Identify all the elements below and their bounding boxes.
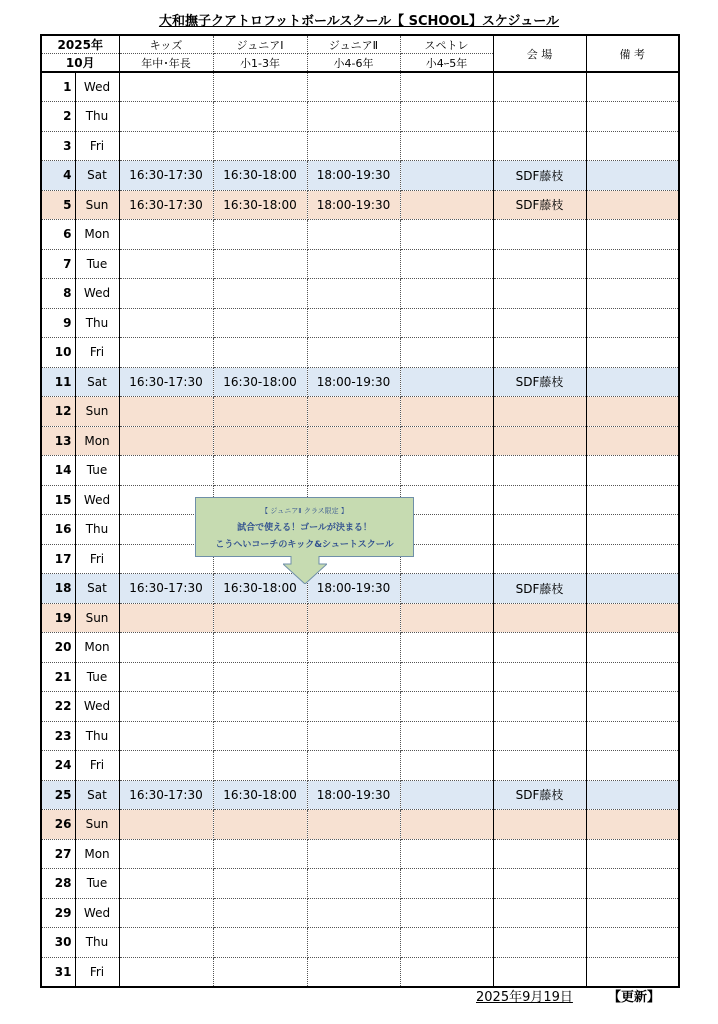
supetore-time-cell — [400, 72, 493, 102]
date-cell: 26 — [41, 810, 75, 840]
date-cell: 28 — [41, 869, 75, 899]
junior2-time-cell — [307, 928, 400, 958]
note-cell — [586, 869, 679, 899]
kids-time-cell — [119, 869, 213, 899]
date-cell: 8 — [41, 279, 75, 309]
note-cell — [586, 161, 679, 191]
date-cell: 24 — [41, 751, 75, 781]
callout-line-1: 試合で使える！ゴールが決まる！ — [237, 523, 372, 533]
note-cell — [586, 544, 679, 574]
date-cell: 19 — [41, 603, 75, 633]
note-cell — [586, 633, 679, 663]
col-sub-supetore: 小4ｰ5年 — [400, 54, 493, 73]
junior1-time-cell: 16:30-18:00 — [213, 367, 307, 397]
junior1-time-cell — [213, 426, 307, 456]
supetore-time-cell — [400, 574, 493, 604]
weekday-cell: Sun — [75, 190, 119, 220]
kids-time-cell: 16:30-17:30 — [119, 190, 213, 220]
venue-cell — [493, 456, 586, 486]
supetore-time-cell — [400, 131, 493, 161]
date-cell: 7 — [41, 249, 75, 279]
weekday-cell: Sat — [75, 780, 119, 810]
junior2-time-cell — [307, 456, 400, 486]
weekday-cell: Thu — [75, 102, 119, 132]
venue-cell — [493, 72, 586, 102]
note-cell — [586, 220, 679, 250]
note-cell — [586, 928, 679, 958]
col-header-junior1: ジュニアⅠ — [213, 35, 307, 54]
weekday-cell: Fri — [75, 131, 119, 161]
weekday-cell: Fri — [75, 957, 119, 987]
junior1-time-cell — [213, 633, 307, 663]
junior1-time-cell: 16:30-18:00 — [213, 574, 307, 604]
venue-cell — [493, 515, 586, 545]
supetore-time-cell — [400, 190, 493, 220]
date-cell: 29 — [41, 898, 75, 928]
venue-cell — [493, 721, 586, 751]
kids-time-cell — [119, 898, 213, 928]
junior1-time-cell: 16:30-18:00 — [213, 780, 307, 810]
supetore-time-cell — [400, 279, 493, 309]
kids-time-cell: 16:30-17:30 — [119, 367, 213, 397]
year-label: 2025年 — [41, 35, 119, 54]
date-cell: 25 — [41, 780, 75, 810]
table-row — [41, 426, 679, 456]
kids-time-cell — [119, 131, 213, 161]
venue-cell — [493, 279, 586, 309]
table-row — [41, 810, 679, 840]
venue-cell — [493, 633, 586, 663]
junior1-time-cell — [213, 898, 307, 928]
kids-time-cell — [119, 603, 213, 633]
supetore-time-cell — [400, 928, 493, 958]
venue-cell — [493, 957, 586, 987]
date-cell: 30 — [41, 928, 75, 958]
junior1-time-cell — [213, 692, 307, 722]
junior1-time-cell: 16:30-18:00 — [213, 190, 307, 220]
weekday-cell: Tue — [75, 662, 119, 692]
date-cell: 20 — [41, 633, 75, 663]
date-cell: 5 — [41, 190, 75, 220]
page-title: 大和撫子クアトロフットボールスクール【 SCHOOL】スケジュール — [158, 14, 560, 29]
col-header-kids: キッズ — [119, 35, 213, 54]
note-cell — [586, 839, 679, 869]
junior2-time-cell — [307, 397, 400, 427]
kids-time-cell — [119, 338, 213, 368]
callout-arrow-down-icon — [283, 556, 327, 584]
table-row — [41, 338, 679, 368]
note-cell — [586, 662, 679, 692]
table-row — [41, 249, 679, 279]
supetore-time-cell — [400, 102, 493, 132]
junior1-time-cell — [213, 456, 307, 486]
callout-tag: 【 ジュニアⅡ クラス限定 】 — [261, 507, 348, 515]
weekday-cell: Thu — [75, 515, 119, 545]
supetore-time-cell — [400, 338, 493, 368]
supetore-time-cell — [400, 810, 493, 840]
note-cell — [586, 190, 679, 220]
venue-cell: SDF藤枝 — [493, 367, 586, 397]
junior2-time-cell — [307, 721, 400, 751]
date-cell: 10 — [41, 338, 75, 368]
weekday-cell: Fri — [75, 338, 119, 368]
supetore-time-cell — [400, 220, 493, 250]
weekday-cell: Mon — [75, 633, 119, 663]
date-cell: 16 — [41, 515, 75, 545]
kids-time-cell — [119, 662, 213, 692]
note-cell — [586, 898, 679, 928]
date-cell: 27 — [41, 839, 75, 869]
weekday-cell: Tue — [75, 456, 119, 486]
note-cell — [586, 957, 679, 987]
weekday-cell: Thu — [75, 928, 119, 958]
weekday-cell: Sun — [75, 603, 119, 633]
venue-cell — [493, 397, 586, 427]
junior2-time-cell — [307, 279, 400, 309]
junior2-time-cell — [307, 338, 400, 368]
table-row — [41, 780, 679, 810]
venue-cell — [493, 131, 586, 161]
table-row — [41, 161, 679, 191]
col-header-venue: 会 場 — [493, 35, 586, 72]
col-header-notes: 備 考 — [586, 35, 679, 72]
kids-time-cell — [119, 957, 213, 987]
junior1-time-cell — [213, 751, 307, 781]
note-cell — [586, 692, 679, 722]
junior2-time-cell — [307, 603, 400, 633]
weekday-cell: Tue — [75, 869, 119, 899]
table-row — [41, 456, 679, 486]
supetore-time-cell — [400, 308, 493, 338]
venue-cell — [493, 485, 586, 515]
junior1-time-cell — [213, 721, 307, 751]
venue-cell — [493, 839, 586, 869]
venue-cell — [493, 338, 586, 368]
kids-time-cell — [119, 751, 213, 781]
weekday-cell: Wed — [75, 692, 119, 722]
note-cell — [586, 426, 679, 456]
weekday-cell: Mon — [75, 426, 119, 456]
table-row — [41, 692, 679, 722]
kids-time-cell — [119, 397, 213, 427]
date-cell: 9 — [41, 308, 75, 338]
callout-line-2: こうへいコーチのキック&シュートスクール — [215, 540, 394, 550]
supetore-time-cell — [400, 456, 493, 486]
supetore-time-cell — [400, 426, 493, 456]
junior1-time-cell — [213, 839, 307, 869]
junior2-time-cell — [307, 898, 400, 928]
date-cell: 11 — [41, 367, 75, 397]
venue-cell — [493, 898, 586, 928]
supetore-time-cell — [400, 780, 493, 810]
kids-time-cell — [119, 839, 213, 869]
table-row — [41, 839, 679, 869]
kids-time-cell — [119, 692, 213, 722]
note-cell — [586, 780, 679, 810]
table-row — [41, 633, 679, 663]
venue-cell — [493, 249, 586, 279]
weekday-cell: Wed — [75, 898, 119, 928]
note-cell — [586, 249, 679, 279]
venue-cell — [493, 102, 586, 132]
venue-cell — [493, 751, 586, 781]
table-row — [41, 721, 679, 751]
junior2-time-cell — [307, 426, 400, 456]
table-row — [41, 308, 679, 338]
weekday-cell: Sat — [75, 161, 119, 191]
kids-time-cell — [119, 72, 213, 102]
col-header-supetore: スペトレ — [400, 35, 493, 54]
table-row — [41, 928, 679, 958]
junior2-time-cell — [307, 751, 400, 781]
venue-cell — [493, 426, 586, 456]
supetore-time-cell — [400, 751, 493, 781]
supetore-time-cell — [400, 603, 493, 633]
junior1-time-cell — [213, 928, 307, 958]
table-row — [41, 131, 679, 161]
note-cell — [586, 485, 679, 515]
venue-cell: SDF藤枝 — [493, 161, 586, 191]
weekday-cell: Wed — [75, 279, 119, 309]
table-row — [41, 957, 679, 987]
weekday-cell: Fri — [75, 751, 119, 781]
venue-cell — [493, 544, 586, 574]
weekday-cell: Sun — [75, 810, 119, 840]
junior2-time-cell — [307, 692, 400, 722]
table-row — [41, 72, 679, 102]
junior2-time-cell — [307, 839, 400, 869]
junior1-time-cell — [213, 279, 307, 309]
junior2-kick-school-callout — [195, 497, 414, 557]
kids-time-cell: 16:30-17:30 — [119, 161, 213, 191]
junior2-time-cell: 18:00-19:30 — [307, 161, 400, 191]
junior2-time-cell: 18:00-19:30 — [307, 574, 400, 604]
junior1-time-cell — [213, 869, 307, 899]
junior1-time-cell — [213, 72, 307, 102]
supetore-time-cell — [400, 898, 493, 928]
venue-cell — [493, 928, 586, 958]
note-cell — [586, 456, 679, 486]
header-row-1 — [41, 35, 679, 54]
kids-time-cell — [119, 426, 213, 456]
date-cell: 23 — [41, 721, 75, 751]
note-cell — [586, 279, 679, 309]
weekday-cell: Sat — [75, 574, 119, 604]
junior2-time-cell — [307, 131, 400, 161]
supetore-time-cell — [400, 249, 493, 279]
date-cell: 18 — [41, 574, 75, 604]
junior2-time-cell — [307, 957, 400, 987]
junior1-time-cell — [213, 131, 307, 161]
kids-time-cell — [119, 308, 213, 338]
junior2-time-cell — [307, 810, 400, 840]
note-cell — [586, 721, 679, 751]
weekday-cell: Mon — [75, 220, 119, 250]
note-cell — [586, 515, 679, 545]
kids-time-cell — [119, 279, 213, 309]
updated-date: 2025年9月19日 — [476, 990, 573, 1005]
venue-cell — [493, 869, 586, 899]
junior1-time-cell — [213, 810, 307, 840]
junior2-time-cell — [307, 308, 400, 338]
table-row — [41, 220, 679, 250]
supetore-time-cell — [400, 633, 493, 663]
date-cell: 21 — [41, 662, 75, 692]
table-row — [41, 190, 679, 220]
note-cell — [586, 131, 679, 161]
table-row — [41, 751, 679, 781]
supetore-time-cell — [400, 161, 493, 191]
date-cell: 1 — [41, 72, 75, 102]
junior1-time-cell — [213, 603, 307, 633]
kids-time-cell — [119, 928, 213, 958]
note-cell — [586, 810, 679, 840]
venue-cell — [493, 692, 586, 722]
date-cell: 14 — [41, 456, 75, 486]
note-cell — [586, 338, 679, 368]
table-row — [41, 102, 679, 132]
weekday-cell: Sun — [75, 397, 119, 427]
venue-cell — [493, 810, 586, 840]
date-cell: 12 — [41, 397, 75, 427]
junior1-time-cell — [213, 957, 307, 987]
table-row — [41, 367, 679, 397]
kids-time-cell — [119, 810, 213, 840]
table-row — [41, 397, 679, 427]
junior2-time-cell: 18:00-19:30 — [307, 367, 400, 397]
supetore-time-cell — [400, 367, 493, 397]
table-row — [41, 662, 679, 692]
table-row — [41, 279, 679, 309]
col-sub-junior2: 小4-6年 — [307, 54, 400, 73]
junior2-time-cell — [307, 102, 400, 132]
note-cell — [586, 102, 679, 132]
kids-time-cell: 16:30-17:30 — [119, 780, 213, 810]
venue-cell — [493, 220, 586, 250]
kids-time-cell — [119, 249, 213, 279]
kids-time-cell: 16:30-17:30 — [119, 574, 213, 604]
venue-cell — [493, 603, 586, 633]
date-cell: 4 — [41, 161, 75, 191]
junior2-time-cell: 18:00-19:30 — [307, 190, 400, 220]
note-cell — [586, 72, 679, 102]
supetore-time-cell — [400, 839, 493, 869]
supetore-time-cell — [400, 869, 493, 899]
weekday-cell: Wed — [75, 485, 119, 515]
junior2-time-cell — [307, 662, 400, 692]
junior1-time-cell — [213, 397, 307, 427]
junior2-time-cell — [307, 633, 400, 663]
note-cell — [586, 751, 679, 781]
weekday-cell: Fri — [75, 544, 119, 574]
junior1-time-cell: 16:30-18:00 — [213, 161, 307, 191]
note-cell — [586, 397, 679, 427]
weekday-cell: Mon — [75, 839, 119, 869]
venue-cell: SDF藤枝 — [493, 780, 586, 810]
kids-time-cell — [119, 102, 213, 132]
month-label: 10月 — [41, 54, 119, 73]
venue-cell — [493, 308, 586, 338]
date-cell: 6 — [41, 220, 75, 250]
weekday-cell: Sat — [75, 367, 119, 397]
table-row — [41, 574, 679, 604]
venue-cell: SDF藤枝 — [493, 190, 586, 220]
junior2-time-cell — [307, 249, 400, 279]
junior2-time-cell: 18:00-19:30 — [307, 780, 400, 810]
junior1-time-cell — [213, 308, 307, 338]
date-cell: 13 — [41, 426, 75, 456]
note-cell — [586, 603, 679, 633]
weekday-cell: Thu — [75, 721, 119, 751]
supetore-time-cell — [400, 662, 493, 692]
updated-label: 【更新】 — [608, 990, 661, 1005]
table-row — [41, 869, 679, 899]
note-cell — [586, 308, 679, 338]
supetore-time-cell — [400, 957, 493, 987]
weekday-cell: Thu — [75, 308, 119, 338]
col-sub-junior1: 小1-3年 — [213, 54, 307, 73]
venue-cell — [493, 662, 586, 692]
table-row — [41, 603, 679, 633]
junior2-time-cell — [307, 72, 400, 102]
table-row — [41, 898, 679, 928]
kids-time-cell — [119, 220, 213, 250]
junior1-time-cell — [213, 102, 307, 132]
venue-cell: SDF藤枝 — [493, 574, 586, 604]
junior1-time-cell — [213, 249, 307, 279]
col-sub-kids: 年中･年長 — [119, 54, 213, 73]
kids-time-cell — [119, 456, 213, 486]
kids-time-cell — [119, 721, 213, 751]
note-cell — [586, 574, 679, 604]
junior1-time-cell — [213, 338, 307, 368]
supetore-time-cell — [400, 692, 493, 722]
supetore-time-cell — [400, 397, 493, 427]
note-cell — [586, 367, 679, 397]
date-cell: 17 — [41, 544, 75, 574]
weekday-cell: Tue — [75, 249, 119, 279]
supetore-time-cell — [400, 721, 493, 751]
date-cell: 22 — [41, 692, 75, 722]
junior1-time-cell — [213, 662, 307, 692]
weekday-cell: Wed — [75, 72, 119, 102]
date-cell: 15 — [41, 485, 75, 515]
junior2-time-cell — [307, 220, 400, 250]
kids-time-cell — [119, 633, 213, 663]
col-header-junior2: ジュニアⅡ — [307, 35, 400, 54]
date-cell: 2 — [41, 102, 75, 132]
date-cell: 31 — [41, 957, 75, 987]
junior2-time-cell — [307, 869, 400, 899]
date-cell: 3 — [41, 131, 75, 161]
junior1-time-cell — [213, 220, 307, 250]
